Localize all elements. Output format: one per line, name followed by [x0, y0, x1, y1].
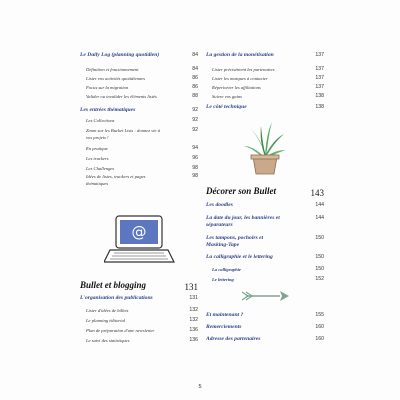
toc-entry[interactable]: Définition et fonctionnement 84 — [86, 66, 198, 72]
toc-entry[interactable]: La date du jour, les bannières et séparateurs 144 — [206, 215, 324, 228]
toc-entry[interactable]: Idées de listes, trackers et pages thématiques 98 — [86, 173, 198, 186]
toc-entry[interactable]: Focus sur la migration 86 — [86, 84, 198, 90]
toc-entry[interactable]: Répertorier les affiliations 137 — [212, 84, 324, 90]
toc-entry[interactable]: Et maintenant ? 155 — [206, 312, 324, 318]
toc-entry[interactable]: Zoom sur les Bucket Lists : donnez vie à vos projets ! 92 — [86, 127, 198, 140]
page-number: 5 — [198, 384, 202, 390]
toc-entry[interactable]: Lister vos activités quotidiennes 86 — [86, 75, 198, 81]
potted-plant-icon — [242, 120, 288, 176]
toc-entry[interactable]: Les trackers 96 — [86, 155, 198, 161]
svg-text:@: @ — [131, 223, 147, 241]
toc-entry[interactable]: Lister d'idées de billets 132 — [86, 307, 198, 313]
toc-entry[interactable]: Les Collections 92 — [86, 117, 198, 123]
toc-entry[interactable]: Le lettering 152 — [212, 276, 324, 282]
toc-entry[interactable]: Lister les marques à contacter 137 — [212, 75, 324, 81]
toc-entry[interactable]: En pratique 94 — [86, 145, 198, 151]
toc-entry[interactable]: Les entrées thématiques 92 — [80, 107, 198, 113]
toc-entry[interactable]: Le Daily Log (planning quotidien) 84 — [80, 52, 198, 58]
toc-entry[interactable]: Lister précisément les partenaires 137 — [212, 66, 324, 72]
toc-entry[interactable]: La gestion de la monétisation 137 — [206, 52, 324, 58]
toc-entry[interactable]: L'organisation des publications 131 — [80, 295, 198, 301]
toc-entry[interactable]: La calligraphie et le lettering 150 — [206, 254, 324, 260]
toc-entry[interactable]: Le planning éditorial 132 — [86, 317, 198, 323]
toc-entry[interactable]: Le suivi des statistiques 136 — [86, 337, 198, 343]
section-heading[interactable]: Décorer son Bullet 143 — [206, 186, 324, 198]
toc-entry[interactable]: Les doodles 144 — [206, 202, 324, 208]
toc-entry[interactable]: Suivre vos gains 138 — [212, 93, 324, 99]
toc-entry[interactable]: La calligraphie 150 — [212, 266, 324, 272]
toc-entry[interactable]: Les tampons, pochoirs et Masking-Tape 150 — [206, 235, 324, 248]
toc-entry[interactable]: Le côté technique 138 — [206, 104, 324, 110]
toc-entry[interactable]: Adresse des partenaires 160 — [206, 336, 324, 342]
section-heading[interactable]: Bullet et blogging 131 — [80, 280, 198, 292]
toc-entry[interactable]: Plan de préparation d'une newsletter 136 — [86, 327, 198, 333]
laptop-icon — [104, 212, 176, 274]
toc-entry[interactable]: Remerciements 160 — [206, 324, 324, 330]
toc-entry[interactable]: Les Challenges 98 — [86, 165, 198, 171]
arrow-icon — [240, 290, 290, 302]
toc-entry[interactable]: Valider ou invalider les éléments listés 88 — [86, 93, 198, 99]
